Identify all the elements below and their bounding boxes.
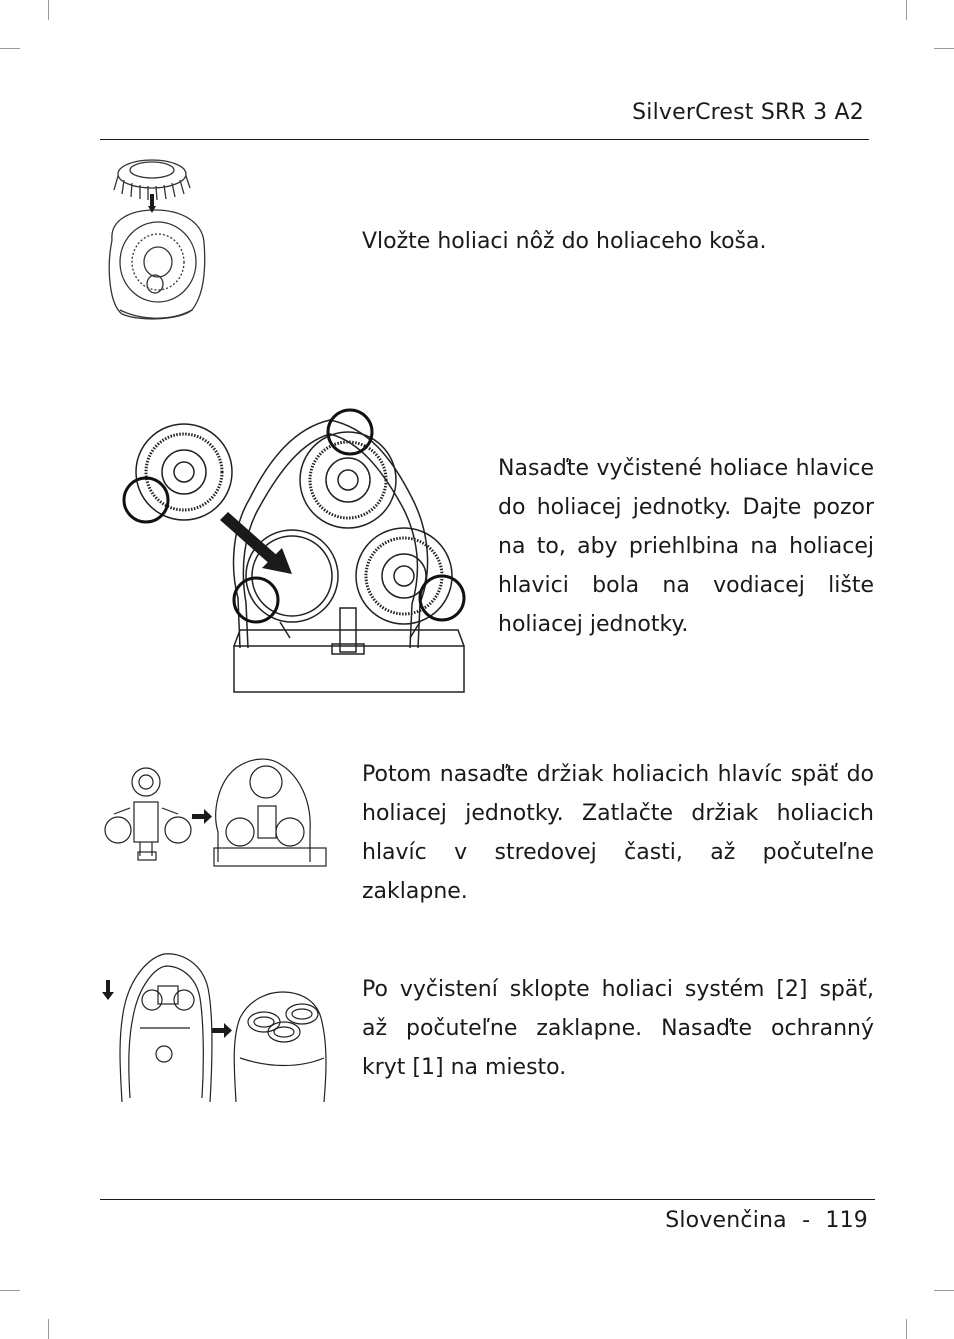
step-1-text: Vložte holiaci nôž do holiaceho koša. [362,229,767,254]
head-holder-insertion-illustration [100,752,330,872]
arrow-icon [220,512,292,574]
step-2-text: Nasaďte vyčistené holiace hlavice do holiacej jednotky. Dajte pozor na to, aby priehlbina na holiacej hlavici bola na vodiacej lište holiacej jednotky. [498,456,874,637]
arrow-right-icon [212,1023,232,1038]
footer-separator: - [802,1208,811,1233]
shaving-heads-insertion-illustration [120,408,470,698]
footer-page-info [665,1208,868,1233]
close-shaving-system-illustration [100,948,330,1108]
header-title: SilverCrest SRR 3 A2 [632,100,864,125]
crop-mark [906,1319,907,1339]
footer-rule [100,1199,875,1200]
crop-mark [0,48,20,49]
arrow-down-icon [102,980,114,1000]
arrow-right-icon [192,809,212,824]
crop-mark [934,48,954,49]
crop-mark [0,1290,20,1291]
page-number: 119 [825,1208,868,1233]
crop-mark [48,0,49,20]
crop-mark [906,0,907,20]
crop-mark [934,1290,954,1291]
header-rule [100,139,869,140]
footer-language: Slovenčina [665,1208,787,1233]
step-4-text: Po vyčistení sklopte holiaci systém [2] späť, až počuteľne zaklapne. Nasaďte ochranný kryt [1] na miesto. [362,977,874,1080]
blade-into-cage-illustration [100,150,210,330]
crop-mark [48,1319,49,1339]
step-3-text: Potom nasaďte držiak holiacich hlavíc späť do holiacej jednotky. Zatlačte držiak holiacich hlavíc v stredovej časti, až počuteľne zaklapne. [362,762,874,904]
